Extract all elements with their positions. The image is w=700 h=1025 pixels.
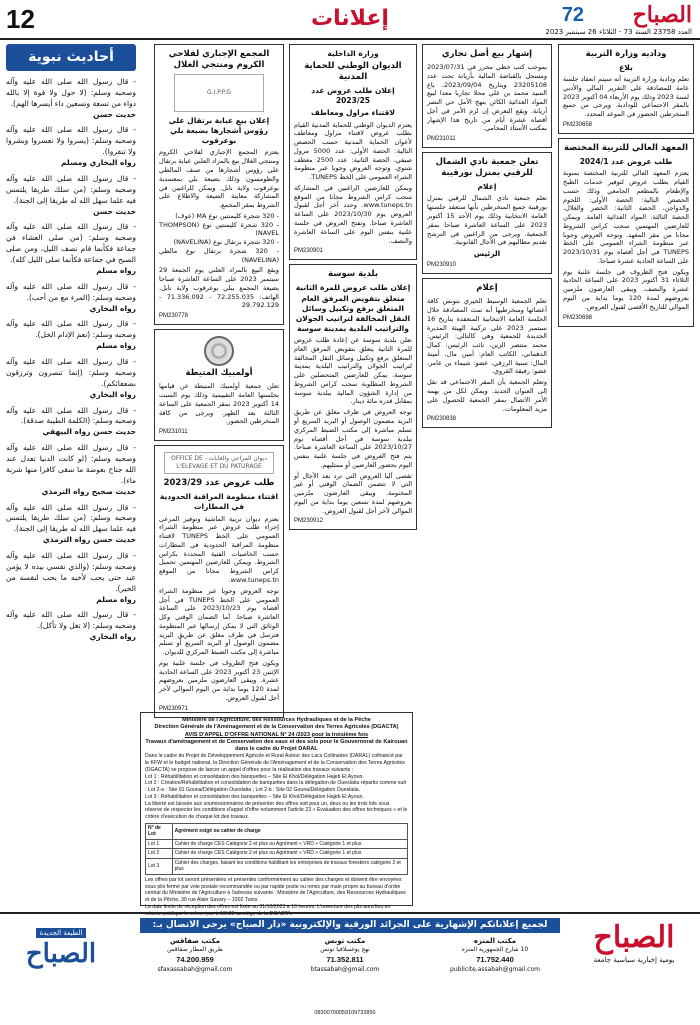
column-3	[289, 44, 417, 709]
notice-civil-protection	[289, 44, 417, 260]
notice-title: إشهار بيع أصل تجاري	[441, 49, 533, 59]
hadith-text: - قال رسول الله صلى الله عليه وآله وصحبه وسلم: (لو كانت الدنيا تعدل عند الله جناح بعوضة ما سقى كافرا منها شربة ماء).	[6, 443, 136, 485]
office-block	[425, 936, 565, 1008]
office-logo: ديوان المراعي والغابات - OFFICE DE L'ELEVAGE ET DU PATURAGE	[164, 452, 274, 474]
notice-body: تعلم الجمعية الوسيط الخيري بتونس كافة أعضائها ومنخرطيها أنه تمت المصادقة خلال الجلسة العامة الانتخابية المنعقدة بتاريخ 16 سبتمبر 2023 على تركيبة الهيئة المديرة الجديدة للجمعية وهي كالتالي: الرئيس: محمد منتصر الزين، نائب الرئيس: كمال الدهماني، الكاتب العام: أمين مال، أمينة المال: سنية الرزقي، عضو: شيماء بن عامر، عضو: رفيقة القروي.	[427, 297, 547, 376]
notice-body: ويمكن للعارضين الراغبين في المشاركة سحب كراس الشروط مجانا من الموقع www.tuneps.tn. وحدد آخر أجل لقبول العروض يوم 2023/10/30 على الساعة العاشرة صباحا. وتفتح العروض في جلسة علنية بنفس اليوم على الساعة العاشرة والنصف.	[294, 183, 412, 245]
hadith-narrator: رواه البخاري	[89, 389, 136, 399]
hadith-narrator: رواه البخاري ومسلم	[61, 158, 136, 168]
hadith-text: - قال رسول الله صلى الله عليه وآله وصحبه وسلم: (لا تغل ولا تأكل).	[6, 610, 136, 631]
table-row	[146, 858, 408, 874]
notice-sousse-municipality	[289, 264, 417, 530]
notice-title: إعلام	[476, 283, 498, 294]
office-block	[275, 936, 415, 1008]
hadith-narrator: حديث صحيح رواه الترمذي	[41, 486, 136, 496]
office-name: مكتب صفاقس	[169, 937, 221, 945]
fr-body-2: La liberté est laissée aux soumissionnaires de présenter des offres soit pour un, deux ou les trois lots sous réserve de respecter les conditions d'appel d'offre notamment l'article 23 « Evaluation des offres techniques » et le critère d'exécution de chaque lot des travaux.	[145, 800, 408, 821]
notice-subtitle: إعلام	[477, 182, 497, 192]
notice-orange-sale	[154, 44, 284, 325]
footer-brand-alt: الصباح	[25, 939, 97, 969]
hadith-item	[6, 174, 136, 218]
hadith-item	[6, 357, 136, 401]
notice-body: يعتزم المعهد العالي للتربية المختصة بمنوبة القيام بطلب عروض لتوفير خدمات الطبخ والإطعام بالمطعم الجامعي وذلك حسب الحصص التالية: الحصة الأولى: اللحوم والدواجن، الحصة الثانية: الخضر والغلال، الحصة الثالثة: المواد الغذائية العامة. ويمكن للعارضين المهتمين سحب كراس الشروط مجانا من مقر المعهد. وتوجه العروض وجوبا عبر منظومة الشراء العمومي على الخط TUNEPS في أجل أقصاه يوم 2023/10/31 على الساعة الحادية عشرة صباحا.	[563, 169, 689, 265]
notice-subtitle: طلب عروض عدد 2024/1	[579, 157, 673, 167]
notice-title: المجمع الإجباري لفلاحي الكروم ومنتجي الغلال	[168, 49, 270, 71]
club-seal-icon	[204, 336, 234, 366]
hadith-narrator: رواه البخاري	[89, 632, 136, 642]
section-title: إعلانات	[311, 6, 389, 31]
hadith-text: - قال رسول الله صلى الله عليه وآله وصحبه وسلم: (من سلك طريقا يلتمس فيه علما سهل الله له طريقا إلى الجنة).	[6, 502, 136, 534]
footer-brand: الصباح	[593, 920, 675, 955]
office-phone: 71.752.440	[476, 954, 514, 964]
french-tender-notice	[140, 712, 413, 917]
office-phone: 71.352.811	[326, 954, 364, 964]
table-cell: Cahier des charges, faisant les conditions habilitant les entreprises de travaux forestiers catégorie 2 et plus	[172, 858, 407, 874]
notice-business-sale	[422, 44, 552, 148]
notice-body: تعلم ودادية وزارة التربية أنه سيتم انعقاد جلسة عامة للمصادقة على التقرير المالي والأدبي لسنة 2023 وذلك يوم الأربعاء 04 أكتوبر 2023 بالمقر الاجتماعي للودادية. ويرجى من جميع المنخرطين الحضور في الموعد المحدد.	[562, 75, 689, 119]
footer-logo-right	[574, 920, 694, 1010]
hadith-text: - قال رسول الله صلى الله عليه وآله وصحبه وسلم: (من سلك طريقا يلتمس فيه علما سهل الله له طريقا إلى الجنة).	[6, 173, 136, 205]
hadith-text: - قال رسول الله صلى الله عليه وآله وصحبه وسلم: (لا حول ولا قوة إلا بالله دواء من تسعة وتسعين داء أيسرها الهم).	[6, 76, 136, 108]
notice-title: طلب عروض عدد 2023/29	[163, 478, 275, 489]
fr-table-header: N° de Lot	[146, 823, 173, 839]
hadith-narrator: رواه مسلم	[96, 594, 136, 604]
fr-ministry: Ministère de l'Agriculture, des Ressources Hydrauliques et de la Pêche	[182, 717, 371, 723]
hadith-item	[6, 503, 136, 547]
anniversary-number: 72	[561, 4, 584, 26]
hadith-item	[6, 406, 136, 439]
hadith-text: - قال رسول الله صلى الله عليه وآله وصحبه وسلم: (من صلى العشاء في جماعة فكأنما قام نصف الليل، ومن صلى الصبح في جماعة فكأنما صلى الليل كله).	[6, 222, 136, 265]
fr-tender-title: AVIS D'APPEL D'OFFRE NATIONAL N° 24 /2023 pour la troisième fois	[184, 731, 369, 738]
notice-ref: PM230698	[563, 314, 593, 321]
notice-body: توجه العروض في ظرف مغلق عن طريق البريد مضمون الوصول أو البريد السريع أو تسلم مباشرة إلى مكتب الضبط المركزي ببلدية سوسة في أجل أقصاه يوم 2023/10/27 على الساعة العاشرة صباحا. يتم فتح العروض في جلسة علنية بنفس اليوم بحضور العارضين أو ممثليهم.	[294, 408, 412, 469]
notice-ref: PM230971	[159, 705, 189, 712]
hadith-item	[6, 125, 136, 169]
page-number: 12	[6, 4, 35, 34]
notice-special-education-institute	[558, 138, 694, 327]
notice-ministry: وزارة الداخلية	[327, 49, 379, 58]
column-2	[422, 44, 552, 709]
page-footer	[0, 912, 700, 1025]
notice-body: وتعلم الجمعية بأن المقر الاجتماعي قد نقل إلى العنوان الجديد. ويمكن لكل من يهمه الأمر الاتصال بمقر الجمعية للحصول على مزيد المعلومات.	[427, 378, 547, 413]
hadith-text: - قال رسول الله صلى الله عليه وآله وصحبه وسلم: (الكلمة الطيبة صدقة).	[6, 405, 136, 426]
fr-table-header: Agrément exigé ou cahier de charge	[172, 823, 407, 839]
hadith-item	[6, 610, 136, 643]
hadith-column	[6, 44, 136, 924]
notice-ref: PM230912	[294, 518, 324, 525]
notice-body: يعتزم الديوان الوطني للحماية المدنية القيام بطلب عروض لاقتناء مراول ومعاطف لأعوان الحماية المدنية حسب الحصص التالية: الحصة الأولى: عدد 5000 مرول صيفي، الحصة الثانية: عدد 2500 معطف شتوي. وتوجه العروض وجوبا عبر منظومة الشراء العمومي على الخط TUNEPS.	[294, 120, 413, 182]
hadith-text: - قال رسول الله صلى الله عليه وآله وصحبه وسلم: (نعم الإدام الخل).	[6, 319, 136, 340]
notice-subtitle: لاقتناء مراول ومعاطف	[311, 108, 395, 118]
fr-body-3: Les offres par lot seront présentées et présentés conformément au cahier des charges et doivent être envoyées sous plis fermé par voie postale recommandée ou par rapide poste ou remis par main propre au bureau d'ordre central du Ministère de l'Agriculture à l'adresse suivante : Ministère de l'Agriculture, des Ressources Hydrauliques et de la Pêche, 30 rue Alain Savary – 1002 Tunis.	[145, 876, 406, 904]
footer-edition-tag: الطبعة الجديدة	[36, 928, 87, 938]
notice-items: - 320 شجرة كليمنتين نوع MA (عوف) - 320 شجرة كليمنتين نوع (THOMPSON NAVEL) - 320 شجرة برتقال نوع (NAVELINA) - 320 شجرة برتقال نوع مالطي (NAVELINA)	[159, 211, 279, 264]
notice-olympic-mtita	[154, 329, 284, 441]
hadith-narrator: حديث حسن	[93, 206, 136, 216]
office-addr: 10 شارع الجمهورية المنزه	[461, 946, 529, 954]
table-cell: Lot 3	[146, 858, 173, 874]
hadith-item	[6, 77, 136, 121]
notice-ref: PM231011	[159, 429, 188, 436]
table-cell: Lot 1	[146, 839, 173, 849]
hadith-text: - قال رسول الله صلى الله عليه وآله وصحبه وسلم: (إنما تنصرون وترزقون بضعفائكم).	[6, 357, 136, 388]
table-cell: Cahier de charge CES Catégorie 2 et plus ou Agrément « VRD » Catégorie 1 et plus	[172, 849, 407, 859]
office-phone: 74.200.959	[176, 954, 214, 964]
notice-body: توجه العروض وجوبا عبر منظومة الشراء العمومي على الخط TUNEPS في أجل أقصاه يوم 2023/10/23 على الساعة العاشرة صباحا. أما الضمان الوقتي وكل الوثائق التي لا يمكن إرسالها عبر المنظومة فترسل في ظرف مغلق عن طريق البريد مضمون الوصول أو البريد السريع أو تسلم مباشرة إلى مكتب الضبط المركزي للديوان.	[159, 586, 279, 657]
hadith-text: - قال رسول الله صلى الله عليه وآله وصحبه وسلم: (والذي نفسي بيده لا يؤمن عبد حتى يحب لأخيه ما يحب لنفسه من الخير).	[6, 551, 136, 593]
hadith-text: - قال رسول الله صلى الله عليه وآله وصحبه وسلم: (يسروا ولا تعسروا وبشروا ولا تنفروا).	[6, 125, 136, 157]
fr-lot-2: Lot 2 : Création/Réhabilitation et consolidation de banquettes dans la délégation de Oueslatia répartis comme suit : Lot 2-a : Site 01 Gouna/Délégation Oueslatia ; Lot 2-b : Site 02 Gouna/Délégation Oueslatia.	[145, 780, 406, 794]
notice-subtitle: بلاغ	[619, 63, 633, 73]
notice-body: تعلن بلدية سوسة عن إعادة طلب عروض للمرة الثانية يتعلق بتفويض المرفق العام المتعلق برفع وتكبيل وسائل النقل المخالفة لتراتيب الجولان والتراتيب البلدية بمدينة سوسة. يمكن للعارضين المتحصلين على الشروط المطلوبة سحب كراس الشروط من إدارة الشؤون المالية ببلدية سوسة بمقابل قدره مائة دينار.	[294, 336, 412, 406]
notice-body: تقصى آليا العروض التي ترد بعد الآجال أو التي لا تتضمن الضمان الوقتي أو غير المختومة. ويبقى العارضون ملزمين بعروضهم لمدة تسعين يوما بداية من اليوم الموالي لآخر أجل لقبول العروض.	[294, 471, 412, 515]
fr-body: Dans le cadre du Projet de Développement Agricole et Rural Autour des Lacs Collinaires (DARAL) cofinancé par le KFW et le budget national, la Direction Générale de l'Aménagement et de la Conservation des Terres Agricoles (DGACTA) se propose de lancer un appel d'offres pour la réalisation des travaux suivants :	[145, 753, 405, 773]
table-row	[146, 839, 408, 849]
table-row	[146, 849, 408, 859]
newspaper-logo	[519, 2, 694, 38]
hadith-title: أحاديث نبوية	[6, 44, 136, 71]
office-name: مكتب المنزه	[473, 937, 517, 945]
group-logo: G.I.P.P.G	[174, 74, 264, 112]
hadith-narrator: رواه البخاري	[89, 303, 136, 313]
brand-name: الصباح	[632, 2, 692, 28]
notice-title: وداديه وزارة التربية	[585, 49, 667, 59]
notice-subtitle: إعلان طلب عروض عدد 2023/25	[311, 86, 395, 106]
notice-ref: PM230901	[294, 248, 324, 255]
hadith-narrator: حديث حسن	[93, 109, 136, 119]
notice-title: الديوان الوطني للحماية المدنية	[304, 61, 402, 83]
footer-contact-banner: لجميع إعلاناتكم الإشهارية على الجرائد الورقية والإلكترونية «دار الصباح» يرجى الاتصال بـ:	[140, 918, 560, 933]
notice-ref: PM231011	[427, 136, 456, 143]
fr-lot-3: Lot 3 : Réhabilitation et consolidation des banquettes – Site El Khol/Délégation Hajeb El Ayoun.	[145, 793, 364, 800]
notice-ministry-education	[558, 44, 694, 134]
notice-body: ويقع البيع بالمزاد العلني يوم الجمعة 29 سبتمبر 2023 على الساعة العاشرة صباحا بضيعة المجمع ببلي بوعرقوب ولاية نابل. الهاتف: 72.255.035 - 71.336.092 - 29.792.129	[159, 266, 279, 310]
notice-title: بلدية سوسة	[327, 269, 379, 280]
notice-body: تعلن جمعية أولمبيك المتيطة عن قيامها بجلستها العامة التقييمية وذلك يوم السبت 14 أكتوبر 2023 بمقر الجمعية على الساعة الثالثة بعد الظهر. ويرجى من كافة المنخرطين الحضور.	[159, 382, 280, 426]
notice-body: يعتزم المجمع الإجباري لفلاحي الكروم ومنتجي الغلال بيع بالمزاد العلني عبابة برتقال على رؤوس أشجارها من صنف المالطي والطومسون وذلك بضيعة بلي بمعتمدية بوعرقوب ولاية نابل. ويمكن للراغبين في المشاركة معاينة الضيعة والاطلاع على الشروط بمقر المجمع.	[159, 148, 279, 210]
notice-subtitle: إعلان بيع عبابة برتقال على رؤوس أشجارها بضيعة بلي بوعرقوب	[168, 116, 270, 146]
footer-offices	[125, 936, 565, 1008]
column-1	[558, 44, 694, 709]
table-cell: Cahier de charge CES Catégorie 2 et plus ou Agrément « VRD » Catégorie 1 et plus	[172, 839, 407, 849]
notice-ref: PM230658	[563, 122, 593, 128]
fr-body-4: La date limite de réception des offres est fixée au 31/10/2023 à 10 heures. L'ouverture des plis aura lieu en séance publique le même jour à 10h30 au siège de la DGACTA.	[145, 903, 391, 917]
notice-subtitle: إعلان طلب عروض للمرة الثانية متعلق بتفويض المرفق العام المتعلق برفع وتكبيل وسائل النقل المخالفة لتراتيب الجولان والتراتيب البلدية بمدينة سوسة	[295, 283, 411, 333]
notice-association	[422, 278, 552, 428]
notice-body: ويكون فتح الظروف في جلسة علنية يوم الثلاثاء 31 أكتوبر 2023 على الساعة الحادية عشرة والنصف. ويبقى العارضون ملزمين بعروضهم لمدة 120 يوما بداية من اليوم الموالي للتاريخ الأقصى لقبول العروض.	[563, 267, 689, 311]
fr-lot-1: Lot 1 : Réhabilitation et consolidation des banquettes – Site El Khol/Délégation Hajeb El Ayoun.	[145, 773, 364, 780]
notice-title: تعلن جمعية نادي الشمال للرقبي بمنزل بورقيبة	[435, 157, 539, 179]
notice-tender-2023-29	[154, 445, 284, 717]
hadith-narrator: رواه مسلم	[96, 265, 136, 275]
notice-ref: PM230778	[159, 313, 189, 320]
hadith-narrator: رواه مسلم	[96, 341, 136, 351]
office-addr: نهج يوغسلافيا تونس	[320, 946, 370, 954]
hadith-list	[6, 77, 136, 643]
notice-body: ويكون فتح الظروف في جلسة علنية يوم الإثنين 23 أكتوبر 2023 على الساعة الحادية عشرة. ويبقى العارضون ملزمين بعروضهم لمدة 120 يوما بداية من اليوم الموالي لآخر أجل لقبول العروض.	[159, 658, 280, 702]
notice-rugby-club	[422, 152, 552, 274]
hadith-item	[6, 222, 136, 276]
notice-title: المعهد العالي للتربية المختصة	[563, 143, 689, 154]
page-header	[0, 0, 700, 40]
notice-subtitle: اقتناء منظومة المراقبة الحدودية في المطارات	[159, 492, 279, 512]
notice-body: تعلم جمعية نادي الشمال للرقبي بمنزل بورقيبة جميع المنخرطين بأنها ستعقد جلستها العامة الانتخابية وذلك يوم الأحد 15 أكتوبر 2023 على الساعة العاشرة صباحا بمقر الجمعية. ويرجى من الراغبين في الترشح تقديم مطالبهم في الآجال القانونية.	[427, 194, 547, 247]
fr-lot-table	[145, 823, 408, 875]
notice-signature: الرئيس	[473, 249, 501, 259]
hadith-narrator: حديث حسن رواه الترمذي	[42, 535, 136, 545]
office-block	[125, 936, 265, 1008]
hadith-item	[6, 319, 136, 352]
office-addr: طريق المطار صفاقس	[167, 946, 223, 954]
office-name: مكتب تونس	[324, 937, 366, 945]
footer-account: 08300700059109732850	[314, 1010, 376, 1016]
office-email[interactable]: publicite.assabah@gmail.com	[450, 965, 540, 973]
hadith-item	[6, 551, 136, 605]
office-email[interactable]: btassabah@gmail.com	[310, 965, 380, 973]
issue-line: العدد 23758 السنة 73 - الثلاثاء 26 سبتمبر 2023	[545, 28, 692, 36]
notice-ref: PM230910	[427, 262, 457, 269]
footer-logo-left	[6, 920, 116, 1010]
table-cell: Lot 2	[146, 849, 173, 859]
footer-brand-tagline: يومية إخبارية سياسية جامعة	[593, 956, 675, 964]
hadith-text: - قال رسول الله صلى الله عليه وآله وصحبه وسلم: (المرء مع من أحب).	[6, 281, 136, 302]
notice-ref: PM230838	[427, 416, 457, 423]
hadith-item	[6, 443, 136, 497]
hadith-item	[6, 282, 136, 315]
hadith-narrator: حديث حسن رواه البيهقي	[42, 427, 136, 437]
fr-direction: Direction Générale de l'Aménagement et de la Conservation des Terres Agricoles (DGACTA)	[154, 724, 399, 731]
fr-works-title: Travaux d'aménagement et de Conservation des eaux et des sols pour le Gouvernorat de Kairouan dans le cadre du Projet DARAL	[145, 738, 408, 753]
office-email[interactable]: sfaxassabah@gmail.com	[157, 965, 233, 973]
notice-body: بموجب كتب خطي محرر في 2023/07/31 ومسجل بالقباضة المالية بأريانة تحت عدد 23205108 وبتاريخ 2023/09/04، باع السيد محمد بن علي محلا تجاريا معدا لبيع المواد الغذائية الكائن بنهج الأمل حي النصر أريانة. ويقع التعرض إن لزم الأمر في أجل أقصاه عشرة أيام من تاريخ هذا الإشهار بمكتب الأستاذ المحامي.	[427, 63, 547, 133]
notice-body: يعتزم ديوان تربية الماشية وتوفير المرعى إجراء طلب عروض عبر منظومة الشراء العمومي على الخط TUNEPS لاقتناء منظومة المراقبة الحدودية في المطارات حسب الخاصيات الفنية المحددة بكراس الشروط. ويمكن للعارضين المهتمين تحميل كراس الشروط مجانا من الموقع www.tuneps.tn.	[159, 514, 279, 584]
notice-title: أولمبيك المتيطة	[185, 368, 253, 379]
